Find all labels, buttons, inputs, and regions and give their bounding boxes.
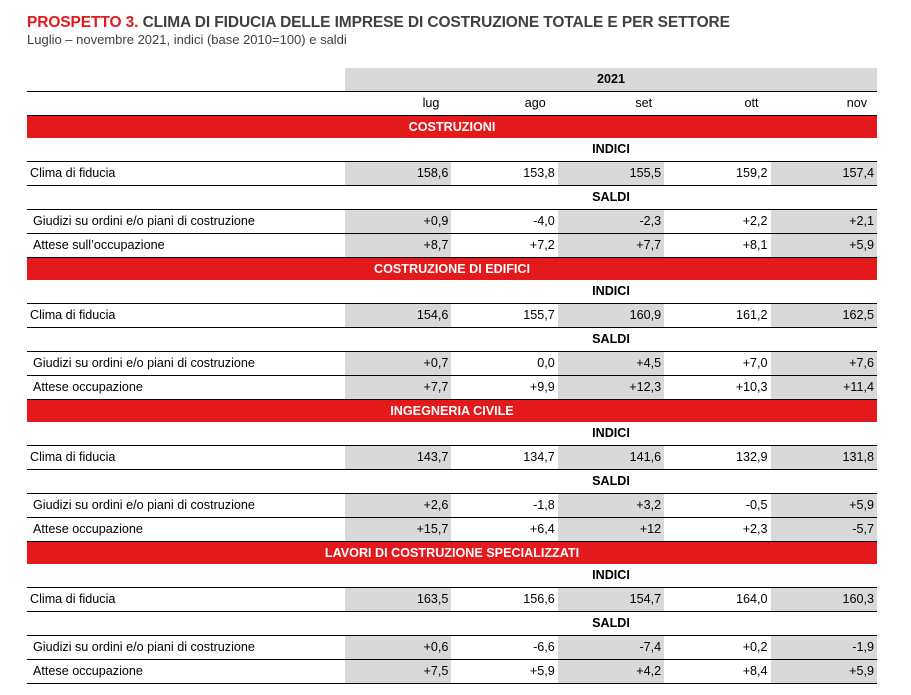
subheader-row	[27, 280, 877, 304]
cell-value: 159,2	[664, 162, 770, 186]
table-row	[27, 210, 877, 234]
cell-value: 163,5	[345, 588, 451, 612]
cell-value: -6,6	[451, 636, 557, 660]
row-label: Attese occupazione	[27, 376, 345, 400]
cell-value: +15,7	[345, 518, 451, 542]
subheader-empty	[27, 280, 345, 304]
cell-value: 160,3	[771, 588, 877, 612]
section-header-row	[27, 400, 877, 423]
cell-value: -1,9	[771, 636, 877, 660]
subheader-row	[27, 564, 877, 588]
cell-value: +0,9	[345, 210, 451, 234]
subheader-empty	[27, 422, 345, 446]
subheader-empty	[27, 328, 345, 352]
table-row	[27, 304, 877, 328]
cell-value: +7,5	[345, 660, 451, 684]
section-title: LAVORI DI COSTRUZIONE SPECIALIZZATI	[27, 542, 877, 565]
cell-value: -0,5	[664, 494, 770, 518]
cell-value: 0,0	[451, 352, 557, 376]
subheader-empty	[27, 138, 345, 162]
header	[27, 14, 887, 47]
subheader-empty	[27, 470, 345, 494]
cell-value: 160,9	[558, 304, 664, 328]
saldi-label: SALDI	[345, 328, 877, 352]
subheader-row	[27, 422, 877, 446]
cell-value: +3,2	[558, 494, 664, 518]
table-row	[27, 588, 877, 612]
table-title	[27, 14, 887, 32]
months-row	[27, 92, 877, 116]
subheader-row	[27, 612, 877, 636]
subheader-row	[27, 328, 877, 352]
table-subtitle: Luglio – novembre 2021, indici (base 2010=100) e saldi	[27, 32, 347, 47]
table-row	[27, 660, 877, 684]
title-prefix: PROSPETTO 3.	[27, 14, 139, 31]
cell-value: +12	[558, 518, 664, 542]
row-label: Clima di fiducia	[27, 162, 345, 186]
cell-value: +9,9	[451, 376, 557, 400]
cell-value: +5,9	[771, 234, 877, 258]
cell-value: -2,3	[558, 210, 664, 234]
cell-value: 162,5	[771, 304, 877, 328]
row-label: Clima di fiducia	[27, 588, 345, 612]
month-header: lug	[345, 92, 451, 116]
row-label: Clima di fiducia	[27, 304, 345, 328]
month-header: ago	[451, 92, 557, 116]
cell-value: +7,6	[771, 352, 877, 376]
table-row	[27, 636, 877, 660]
months-empty	[27, 92, 345, 116]
month-header: set	[558, 92, 664, 116]
cell-value: +7,7	[558, 234, 664, 258]
cell-value: +0,7	[345, 352, 451, 376]
row-label: Giudizi su ordini e/o piani di costruzione	[27, 210, 345, 234]
cell-value: +5,9	[451, 660, 557, 684]
cell-value: 158,6	[345, 162, 451, 186]
cell-value: +4,5	[558, 352, 664, 376]
cell-value: +2,1	[771, 210, 877, 234]
cell-value: +8,7	[345, 234, 451, 258]
section-title: INGEGNERIA CIVILE	[27, 400, 877, 423]
year-header: 2021	[345, 68, 877, 92]
title-text: CLIMA DI FIDUCIA DELLE IMPRESE DI COSTRUZIONE TOTALE E PER SETTORE	[138, 14, 730, 31]
subheader-empty	[27, 612, 345, 636]
section-header-row	[27, 542, 877, 565]
subheader-empty	[27, 564, 345, 588]
cell-value: +8,4	[664, 660, 770, 684]
cell-value: +5,9	[771, 660, 877, 684]
section-title: COSTRUZIONI	[27, 116, 877, 139]
cell-value: -7,4	[558, 636, 664, 660]
cell-value: +8,1	[664, 234, 770, 258]
table-row	[27, 352, 877, 376]
cell-value: 154,7	[558, 588, 664, 612]
table-row	[27, 376, 877, 400]
cell-value: +10,3	[664, 376, 770, 400]
section-title: COSTRUZIONE DI EDIFICI	[27, 258, 877, 281]
cell-value: 153,8	[451, 162, 557, 186]
cell-value: +0,6	[345, 636, 451, 660]
cell-value: 156,6	[451, 588, 557, 612]
cell-value: -1,8	[451, 494, 557, 518]
table-row	[27, 446, 877, 470]
cell-value: 132,9	[664, 446, 770, 470]
cell-value: 164,0	[664, 588, 770, 612]
cell-value: +7,2	[451, 234, 557, 258]
row-label: Giudizi su ordini e/o piani di costruzione	[27, 636, 345, 660]
saldi-label: SALDI	[345, 186, 877, 210]
table-row	[27, 518, 877, 542]
cell-value: +2,2	[664, 210, 770, 234]
cell-value: 154,6	[345, 304, 451, 328]
cell-value: +11,4	[771, 376, 877, 400]
cell-value: +7,7	[345, 376, 451, 400]
cell-value: 143,7	[345, 446, 451, 470]
month-header: ott	[664, 92, 770, 116]
subheader-empty	[27, 186, 345, 210]
cell-value: +2,3	[664, 518, 770, 542]
cell-value: +12,3	[558, 376, 664, 400]
cell-value: 155,7	[451, 304, 557, 328]
row-label: Attese sull’occupazione	[27, 234, 345, 258]
table-row	[27, 162, 877, 186]
saldi-label: SALDI	[345, 612, 877, 636]
cell-value: 131,8	[771, 446, 877, 470]
year-header-row	[27, 68, 877, 92]
cell-value: +4,2	[558, 660, 664, 684]
row-label: Attese occupazione	[27, 518, 345, 542]
row-label: Giudizi su ordini e/o piani di costruzione	[27, 494, 345, 518]
row-label: Clima di fiducia	[27, 446, 345, 470]
cell-value: 134,7	[451, 446, 557, 470]
indici-label: INDICI	[345, 422, 877, 446]
cell-value: +7,0	[664, 352, 770, 376]
subheader-row	[27, 470, 877, 494]
cell-value: -5,7	[771, 518, 877, 542]
subheader-row	[27, 138, 877, 162]
indici-label: INDICI	[345, 280, 877, 304]
row-label: Attese occupazione	[27, 660, 345, 684]
section-header-row	[27, 258, 877, 281]
cell-value: +0,2	[664, 636, 770, 660]
indici-label: INDICI	[345, 564, 877, 588]
cell-value: +5,9	[771, 494, 877, 518]
cell-value: -4,0	[451, 210, 557, 234]
cell-value: 157,4	[771, 162, 877, 186]
cell-value: 161,2	[664, 304, 770, 328]
climate-table	[27, 68, 877, 684]
table-row	[27, 234, 877, 258]
row-label: Giudizi su ordini e/o piani di costruzione	[27, 352, 345, 376]
subheader-row	[27, 186, 877, 210]
cell-value: +2,6	[345, 494, 451, 518]
header-empty	[27, 68, 345, 92]
table-row	[27, 494, 877, 518]
cell-value: 155,5	[558, 162, 664, 186]
month-header: nov	[771, 92, 877, 116]
indici-label: INDICI	[345, 138, 877, 162]
saldi-label: SALDI	[345, 470, 877, 494]
cell-value: 141,6	[558, 446, 664, 470]
cell-value: +6,4	[451, 518, 557, 542]
section-header-row	[27, 116, 877, 139]
